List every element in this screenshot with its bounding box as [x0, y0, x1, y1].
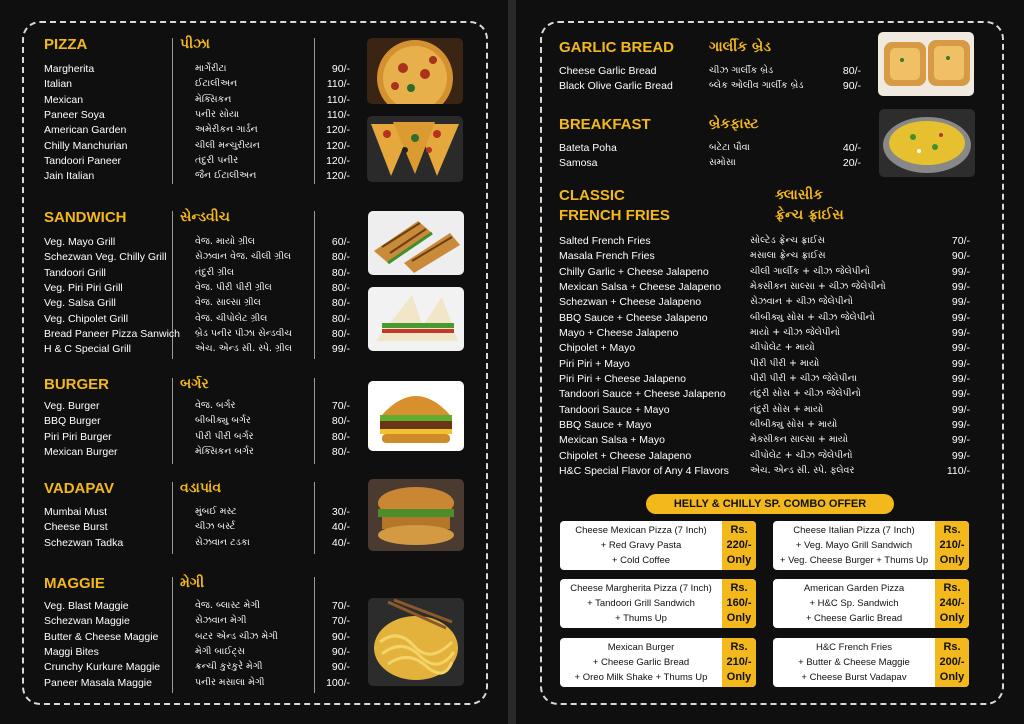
item-name-gujarati: બીબીક્યુ સોસ + ચીઝ જેલેપીનો — [750, 311, 876, 323]
menu-item-row — [559, 142, 861, 157]
menu-item-row — [44, 297, 350, 312]
menu-item-row — [44, 267, 350, 282]
item-price: 110/- — [326, 93, 350, 106]
section-title-gujarati: બર્ગર — [180, 376, 209, 392]
section-title: SANDWICH — [44, 209, 127, 226]
item-name-gujarati: ઈટાલીઅન — [195, 78, 238, 90]
menu-item-row — [44, 170, 350, 185]
menu-item-row — [44, 646, 350, 661]
item-price: 40/- — [331, 521, 350, 534]
item-name-gujarati: વેજ. ચીપોલેટ ગ્રીલ — [195, 312, 268, 324]
item-price: 99/- — [951, 449, 970, 462]
item-name-gujarati: તંદુરી સોસ + માયો — [750, 403, 824, 415]
item-price: 120/- — [326, 139, 350, 152]
item-name: Butter & Cheese Maggie — [44, 630, 159, 643]
item-name: Samosa — [559, 157, 598, 170]
combo-price-rs: Rs. — [730, 641, 748, 653]
section-title: MAGGIE — [44, 575, 105, 592]
item-name: Veg. Mayo Grill — [44, 236, 116, 248]
menu-item-row — [44, 415, 350, 430]
menu-item-row — [44, 343, 350, 358]
item-price: 20/- — [842, 157, 861, 170]
combo-item-line: + Red Gravy Pasta — [600, 540, 682, 551]
item-name-gujarati: ચીલી ગાર્લીક + ચીઝ જેલેપીનો — [750, 265, 871, 277]
item-name: Mexican — [44, 93, 84, 106]
item-price: 99/- — [331, 343, 350, 356]
menu-item-row — [44, 600, 350, 615]
veg-sandwich-photo — [368, 287, 464, 351]
item-name: Salted French Fries — [559, 235, 651, 247]
item-name-gujarati: માર્ગેરીટા — [195, 63, 227, 74]
item-price: 99/- — [951, 434, 970, 447]
item-price: 70/- — [331, 400, 350, 412]
item-name-gujarati: માયો + ચીઝ જેલેપીનો — [750, 326, 841, 338]
item-name: Bateta Poha — [559, 142, 617, 154]
item-price: 90/- — [951, 250, 970, 263]
combo-items — [560, 638, 722, 687]
item-name: Mayo + Cheese Jalapeno — [559, 326, 679, 339]
combo-price-amount: 210/- — [939, 539, 965, 551]
item-name-gujarati: તંદુરી પનીર — [195, 154, 239, 166]
item-price: 80/- — [842, 65, 861, 77]
item-name-gujarati: મેક્સીકન સાલ્સા + માયો — [750, 434, 849, 446]
item-price: 70/- — [951, 235, 970, 247]
item-name: Veg. Chipolet Grill — [44, 312, 129, 325]
item-name-gujarati: પનીર મસાલા મેગી — [195, 676, 265, 688]
item-price: 90/- — [331, 645, 350, 658]
item-price: 99/- — [951, 311, 970, 324]
item-name-gujarati: બીબીક્યુ બર્ગર — [195, 415, 251, 427]
item-name-gujarati: પનીર સોયા — [195, 108, 240, 120]
combo-price-badge — [722, 579, 756, 628]
item-name-gujarati: વેજ. બર્ગર — [195, 400, 236, 411]
menu-item-row — [44, 506, 350, 521]
menu-item-row — [44, 109, 350, 124]
menu-item-row — [44, 78, 350, 93]
menu-right-page — [516, 0, 1024, 724]
section-title: BURGER — [44, 376, 110, 393]
item-name-gujarati: મેક્સીકન સાલ્સા + ચીઝ જેલેપીનો — [750, 280, 886, 292]
combo-price-only: Only — [726, 612, 752, 624]
menu-item-row — [44, 446, 350, 461]
item-name: Chipolet + Mayo — [559, 342, 636, 355]
menu-item-row — [559, 434, 970, 449]
combo-item-line: + H&C Sp. Sandwich — [809, 598, 899, 609]
item-name-gujarati: તંદુરી ગ્રીલ — [195, 266, 235, 278]
item-name-gujarati: ચીપોલેટ + માયો — [750, 342, 815, 354]
menu-item-row — [559, 266, 970, 281]
item-name: Paneer Masala Maggie — [44, 676, 152, 689]
item-name-gujarati: ક્રન્ચી કુરકુરે મેગી — [195, 661, 263, 673]
item-name: Schezwan Veg. Chilly Grill — [44, 251, 167, 264]
menu-item-row — [559, 296, 970, 311]
section-title-gujarati: મેગી — [180, 575, 205, 591]
item-name-gujarati: એચ. એન્ડ સી. સ્પે. ગ્રીલ — [195, 343, 292, 355]
item-name-gujarati: સેઝવાન + ચીઝ જેલેપીનો — [750, 296, 853, 308]
menu-item-row — [559, 465, 970, 480]
item-name-gujarati: મસાલા ફ્રેન્ચ ફ્રાઈસ — [750, 250, 826, 262]
item-name: Crunchy Kurkure Maggie — [44, 661, 161, 674]
combo-offer-card — [560, 638, 756, 687]
item-name-gujarati: સેઝવાન મેગી — [195, 615, 247, 627]
menu-item-row — [44, 631, 350, 646]
vadapav-photo — [368, 479, 464, 551]
item-name: Tandoori Grill — [44, 266, 106, 279]
item-price: 99/- — [951, 372, 970, 385]
item-price: 90/- — [842, 80, 861, 93]
item-name-gujarati: એચ. એન્ડ સી. સ્પે. ફ્લેવર — [750, 464, 855, 476]
item-name: Mexican Burger — [44, 445, 118, 458]
item-name: American Garden — [44, 124, 127, 137]
item-price: 80/- — [331, 312, 350, 325]
item-price: 99/- — [951, 296, 970, 309]
combo-price-only: Only — [939, 554, 965, 566]
item-name-gujarati: વેજ. પીરી પીરી ગ્રીલ — [195, 281, 272, 293]
item-price: 99/- — [951, 342, 970, 355]
item-name: Veg. Piri Piri Grill — [44, 281, 123, 294]
item-name-gujarati: બ્લેક ઓલીવ ગાર્લીક બ્રેડ — [709, 80, 804, 92]
item-price: 80/- — [331, 415, 350, 428]
menu-item-row — [44, 140, 350, 155]
menu-item-row — [44, 615, 350, 630]
section-title-gujarati: પીઝા — [180, 36, 210, 52]
item-price: 80/- — [331, 281, 350, 294]
item-price: 120/- — [326, 154, 350, 167]
item-price: 80/- — [331, 445, 350, 458]
combo-price-only: Only — [939, 612, 965, 624]
item-price: 100/- — [326, 676, 350, 689]
combo-price-rs: Rs. — [943, 524, 961, 536]
item-price: 90/- — [331, 630, 350, 643]
combo-items — [773, 579, 935, 628]
item-name: H & C Special Grill — [44, 343, 131, 356]
item-name-gujarati: બટેટા પૌવા — [709, 142, 750, 153]
item-name-gujarati: જૈન ઈટાલીઅન — [195, 170, 257, 182]
combo-price-badge — [935, 579, 969, 628]
combo-price-badge — [935, 521, 969, 570]
combo-item-line: + Thums Up — [615, 613, 667, 624]
item-name-gujarati: ચીઝ બર્સ્ટ — [195, 521, 236, 533]
section-title-gujarati: બ્રેકફાસ્ટ — [709, 116, 759, 132]
item-price: 99/- — [951, 280, 970, 293]
combo-item-line: + Cold Coffee — [611, 555, 671, 566]
grill-sandwich-photo — [368, 211, 464, 275]
section-title: BREAKFAST — [559, 116, 651, 133]
item-name: Veg. Burger — [44, 400, 100, 412]
combo-items — [773, 521, 935, 570]
item-price: 99/- — [951, 326, 970, 339]
combo-item-line: Cheese Italian Pizza (7 Inch) — [793, 525, 915, 536]
item-name-gujarati: સેઝવાન વેજ. ચીલી ગ્રીલ — [195, 251, 292, 263]
combo-item-line: Cheese Mexican Pizza (7 Inch) — [575, 525, 707, 536]
combo-items — [560, 521, 722, 570]
section-title-gujarati: વડાપાંવ — [180, 480, 222, 496]
item-price: 80/- — [331, 297, 350, 310]
item-name: Mexican Salsa + Mayo — [559, 434, 665, 447]
combo-item-line: + Cheese Burst Vadapav — [801, 672, 907, 683]
menu-item-row — [559, 419, 970, 434]
menu-item-row — [559, 404, 970, 419]
item-name-gujarati: સોલ્ટેડ ફ્રેન્ચ ફ્રાઈસ — [750, 235, 826, 246]
menu-item-row — [559, 312, 970, 327]
item-name: Cheese Burst — [44, 521, 108, 534]
combo-item-line: + Cheese Garlic Bread — [592, 657, 690, 668]
pizza-photo — [367, 38, 463, 104]
item-name-gujarati: સમોસા — [709, 157, 736, 169]
menu-item-row — [559, 235, 970, 250]
menu-item-row — [559, 250, 970, 265]
section-title: GARLIC BREAD — [559, 39, 674, 56]
item-name-gujarati: મુંબઈ મસ્ટ — [195, 506, 237, 517]
combo-item-line: + Veg. Mayo Grill Sandwich — [795, 540, 913, 551]
menu-item-row — [559, 388, 970, 403]
item-price: 80/- — [331, 430, 350, 443]
item-price: 90/- — [331, 661, 350, 674]
item-price: 70/- — [331, 600, 350, 612]
item-name: Veg. Salsa Grill — [44, 297, 116, 310]
item-price: 40/- — [331, 536, 350, 549]
item-price: 80/- — [331, 251, 350, 264]
menu-item-row — [44, 282, 350, 297]
item-name: Chilly Garlic + Cheese Jalapeno — [559, 265, 709, 278]
combo-offer-heading: HELLY & CHILLY SP. COMBO OFFER — [646, 494, 894, 514]
item-price: 99/- — [951, 418, 970, 431]
combo-price-amount: 210/- — [726, 656, 752, 668]
item-name: Jain Italian — [44, 170, 95, 183]
book-spine — [508, 0, 516, 724]
item-name: Tandoori Sauce + Cheese Jalapeno — [559, 388, 726, 401]
item-name-gujarati: બટર એન્ડ ચીઝ મેગી — [195, 630, 278, 642]
combo-item-line: Cheese Margherita Pizza (7 Inch) — [570, 583, 712, 594]
item-price: 110/- — [946, 464, 970, 477]
combo-price-rs: Rs. — [730, 524, 748, 536]
section-title-gujarati: ગાર્લીક બ્રેડ — [709, 39, 771, 55]
item-price: 70/- — [331, 615, 350, 628]
item-price: 110/- — [326, 108, 350, 121]
item-name-gujarati: સેઝવાન ટડકા — [195, 536, 250, 548]
burger-photo — [368, 381, 464, 451]
combo-price-badge — [722, 521, 756, 570]
item-name-gujarati: તંદુરી સોસ + ચીઝ જેલેપીનો — [750, 388, 861, 400]
item-name-gujarati: ચીપોલેટ + ચીઝ જેલેપીનો — [750, 449, 853, 461]
item-name: Veg. Blast Maggie — [44, 600, 129, 612]
item-name: Piri Piri + Cheese Jalapeno — [559, 372, 686, 385]
item-name-gujarati: મેક્સિકન — [195, 93, 232, 105]
combo-price-amount: 160/- — [726, 597, 752, 609]
item-name-gujarati: બીબીક્યુ સોસ + માયો — [750, 418, 838, 430]
menu-item-row — [44, 328, 350, 343]
section-title-gujarati: ક્લાસીક — [775, 187, 824, 203]
menu-item-row — [44, 155, 350, 170]
item-name: Mumbai Must — [44, 506, 108, 518]
menu-item-row — [44, 63, 350, 78]
item-name: H&C Special Flavor of Any 4 Flavors — [559, 464, 729, 477]
menu-item-row — [44, 251, 350, 266]
menu-item-row — [559, 65, 861, 80]
menu-item-row — [559, 450, 970, 465]
combo-item-line: + Cheese Garlic Bread — [805, 613, 903, 624]
section-title: PIZZA — [44, 36, 88, 53]
item-name: Schezwan Tadka — [44, 536, 124, 549]
combo-item-line: + Butter & Cheese Maggie — [798, 657, 910, 668]
menu-item-row — [44, 431, 350, 446]
combo-price-only: Only — [726, 554, 752, 566]
item-name: Tandoori Paneer — [44, 154, 122, 167]
item-name: Chipolet + Cheese Jalapeno — [559, 449, 692, 462]
item-price: 60/- — [331, 236, 350, 248]
menu-item-row — [559, 157, 861, 172]
menu-item-row — [44, 313, 350, 328]
section-title: CLASSIC — [559, 187, 625, 204]
item-name-gujarati: મેગી બાઈટ્સ — [195, 645, 245, 657]
item-price: 99/- — [951, 357, 970, 370]
item-price: 120/- — [326, 124, 350, 137]
item-name: Schezwan Maggie — [44, 615, 130, 628]
item-name-gujarati: વેજ. માયો ગ્રીલ — [195, 236, 255, 247]
menu-item-row — [44, 537, 350, 552]
menu-item-row — [559, 373, 970, 388]
menu-item-row — [559, 80, 861, 95]
menu-item-row — [44, 236, 350, 251]
item-price: 99/- — [951, 388, 970, 401]
item-name: BBQ Sauce + Cheese Jalapeno — [559, 311, 708, 324]
item-price: 90/- — [331, 63, 350, 75]
item-name-gujarati: ચીલી મન્ચુરીયન — [195, 139, 260, 151]
combo-price-only: Only — [726, 671, 752, 683]
menu-left-page — [0, 0, 508, 724]
item-name: Maggi Bites — [44, 645, 99, 658]
menu-item-row — [559, 281, 970, 296]
combo-price-amount: 200/- — [939, 656, 965, 668]
section-title-gujarati: સેન્ડવીચ — [180, 209, 230, 225]
item-name-gujarati: ચીઝ ગાર્લીક બ્રેડ — [709, 65, 774, 76]
menu-item-row — [559, 342, 970, 357]
poha-photo — [879, 109, 975, 177]
item-name: Paneer Soya — [44, 108, 105, 121]
item-name: BBQ Burger — [44, 415, 101, 428]
item-name: Piri Piri + Mayo — [559, 357, 630, 370]
combo-items — [560, 579, 722, 628]
maggie-photo — [368, 598, 464, 686]
item-name: Schezwan + Cheese Jalapeno — [559, 296, 702, 309]
item-name-gujarati: પીરી પીરી + ચીઝ જેલેપીના — [750, 372, 857, 384]
item-name: Italian — [44, 78, 73, 91]
item-price: 99/- — [951, 403, 970, 416]
menu-item-row — [44, 124, 350, 139]
item-price: 99/- — [951, 265, 970, 278]
combo-item-line: + Veg. Cheese Burger + Thums Up — [779, 555, 929, 566]
combo-item-line: American Garden Pizza — [803, 583, 905, 594]
item-price: 120/- — [326, 170, 350, 183]
combo-offer-card — [560, 521, 756, 570]
menu-item-row — [44, 94, 350, 109]
section-title: VADAPAV — [44, 480, 115, 497]
combo-price-only: Only — [939, 671, 965, 683]
item-name: Mexican Salsa + Cheese Jalapeno — [559, 280, 721, 293]
item-name-gujarati: વેજ. બ્લાસ્ટ મેગી — [195, 600, 260, 611]
combo-offer-card — [773, 521, 969, 570]
combo-item-line: Mexican Burger — [607, 642, 675, 653]
menu-item-row — [44, 521, 350, 536]
item-name-gujarati: મેક્સિકન બર્ગર — [195, 445, 254, 457]
combo-items — [773, 638, 935, 687]
combo-price-rs: Rs. — [943, 582, 961, 594]
item-name: Tandoori Sauce + Mayo — [559, 403, 670, 416]
combo-price-badge — [935, 638, 969, 687]
item-name: BBQ Sauce + Mayo — [559, 418, 652, 431]
item-price: 40/- — [842, 142, 861, 154]
combo-item-line: + Oreo Milk Shake + Thums Up — [574, 672, 708, 683]
section-title: FRENCH FRIES — [559, 207, 670, 224]
item-name-gujarati: વેજ. સાલ્સા ગ્રીલ — [195, 297, 261, 309]
item-name: Margherita — [44, 63, 95, 75]
combo-price-amount: 220/- — [726, 539, 752, 551]
pizza-slices-photo — [367, 116, 463, 182]
item-name: Black Olive Garlic Bread — [559, 80, 673, 93]
combo-offer-card — [773, 579, 969, 628]
combo-offer-card — [560, 579, 756, 628]
combo-item-line: + Tandoori Grill Sandwich — [587, 598, 695, 609]
item-name: Chilly Manchurian — [44, 139, 128, 152]
menu-item-row — [44, 677, 350, 692]
item-name: Cheese Garlic Bread — [559, 65, 657, 77]
item-name-gujarati: પીરી પીરી બર્ગર — [195, 430, 254, 442]
item-name-gujarati: પીરી પીરી + માયો — [750, 357, 820, 369]
menu-item-row — [559, 327, 970, 342]
item-name: Bread Paneer Pizza Sanwich — [44, 327, 180, 340]
combo-price-badge — [722, 638, 756, 687]
item-price: 30/- — [331, 506, 350, 518]
menu-item-row — [44, 661, 350, 676]
item-price: 80/- — [331, 266, 350, 279]
item-name-gujarati: અમેરીકન ગાર્ડન — [195, 124, 258, 136]
item-price: 80/- — [331, 327, 350, 340]
combo-price-amount: 240/- — [939, 597, 965, 609]
section-title-gujarati: ફ્રેન્ચ ફ્રાઈસ — [775, 207, 844, 223]
combo-offer-card — [773, 638, 969, 687]
combo-price-rs: Rs. — [943, 641, 961, 653]
combo-price-rs: Rs. — [730, 582, 748, 594]
item-price: 110/- — [326, 78, 350, 91]
item-name-gujarati: બ્રેડ પનીર પીઝા સેન્ડવીચ — [195, 327, 292, 339]
combo-item-line: H&C French Fries — [815, 642, 892, 653]
garlic-bread-photo — [878, 32, 974, 96]
menu-item-row — [44, 400, 350, 415]
item-name: Masala French Fries — [559, 250, 655, 263]
item-name: Piri Piri Burger — [44, 430, 112, 443]
menu-item-row — [559, 358, 970, 373]
